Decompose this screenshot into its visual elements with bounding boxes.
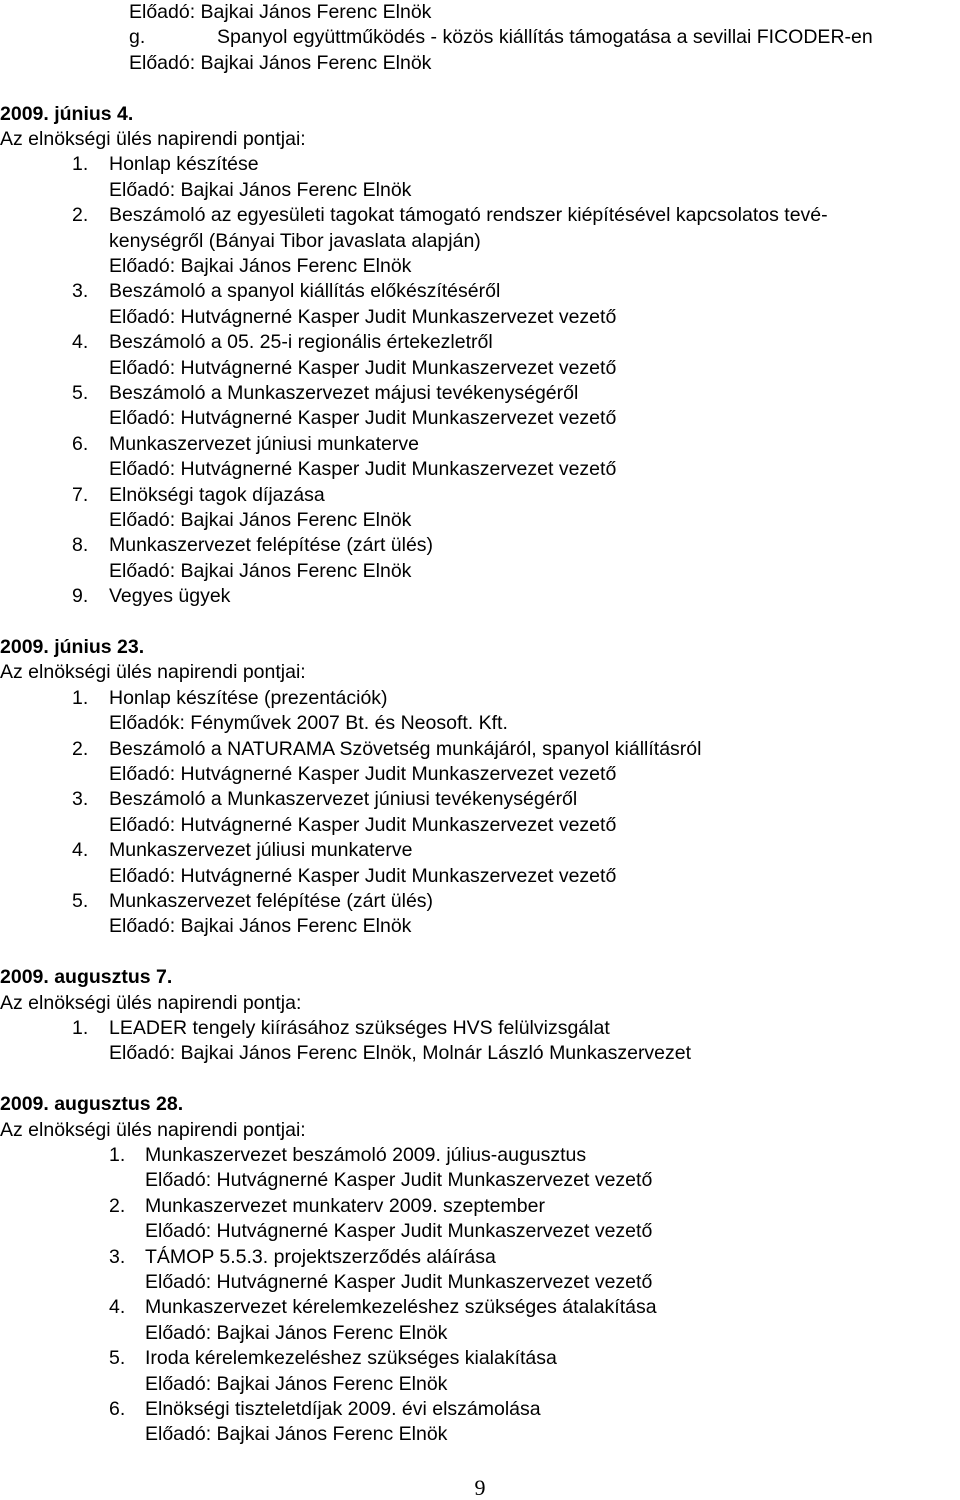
presenter-line: Előadó: Bajkai János Ferenc Elnök [109,255,412,277]
presenter-line: Előadó: Bajkai János Ferenc Elnök [129,51,432,74]
agenda-item-title: Elnökségi tiszteletdíjak 2009. évi elszámolása [145,1398,541,1420]
meeting-date: 2009. augusztus 7. [0,966,173,989]
agenda-item-title: Beszámoló a 05. 25-i regionális értekezletről [109,331,493,354]
agenda-item-number: 4. [72,331,89,354]
page-number: 9 [474,1475,486,1500]
agenda-item-title: Munkaszervezet felépítése (zárt ülés) [109,890,434,912]
presenter-line: Előadó: Bajkai János Ferenc Elnök [145,1423,448,1446]
agenda-item-title: LEADER tengely kiírásához szükséges HVS felülvizsgálat [109,1017,610,1039]
agenda-item-number: 3. [109,1245,126,1268]
agenda-heading: Az elnökségi ülés napirendi pontjai: [0,1118,306,1141]
agenda-item-title: kenységről (Bányai Tibor javaslata alapján) [109,229,481,252]
meeting-date: 2009. augusztus 28. [0,1093,184,1116]
agenda-item-number: 2. [72,204,89,227]
presenter-line: Előadó: Bajkai János Ferenc Elnök [109,178,412,201]
meeting-date: 2009. június 4. [0,102,134,125]
presenter-line: Előadó: Hutvágnerné Kasper Judit Munkaszervezet vezető [109,813,617,836]
agenda-item-title: Munkaszervezet júliusi munkaterve [109,839,413,862]
presenter-line: Előadó: Hutvágnerné Kasper Judit Munkaszervezet vezető [145,1271,653,1293]
agenda-item-title: Beszámoló a Munkaszervezet júniusi tevékenységéről [109,788,578,811]
agenda-item-number: 2. [109,1194,126,1217]
agenda-item-number: 1. [109,1144,126,1166]
presenter-line: Előadó: Bajkai János Ferenc Elnök [109,509,412,531]
agenda-item-number: 4. [72,839,89,862]
presenter-line: Előadó: Hutvágnerné Kasper Judit Munkaszervezet vezető [145,1220,653,1243]
agenda-item-title: Vegyes ügyek [109,585,231,608]
agenda-item-title: Honlap készítése (prezentációk) [109,686,388,709]
presenter-line: Előadó: Hutvágnerné Kasper Judit Munkaszervezet vezető [109,356,617,379]
presenter-line: Előadó: Hutvágnerné Kasper Judit Munkaszervezet vezető [109,407,617,430]
agenda-item-title: Spanyol együttműködés - közös kiállítás támogatása a sevillai FICODER-en [217,26,873,49]
presenter-line: Előadó: Hutvágnerné Kasper Judit Munkaszervezet vezető [145,1169,653,1192]
agenda-item-number: 1. [72,153,89,176]
agenda-item-title: Munkaszervezet beszámoló 2009. július-augusztus [145,1144,587,1166]
agenda-heading: Az elnökségi ülés napirendi pontja: [0,991,302,1014]
presenter-line: Előadó: Hutvágnerné Kasper Judit Munkaszervezet vezető [109,864,617,887]
presenter-line: Előadó: Hutvágnerné Kasper Judit Munkaszervezet vezető [109,305,617,328]
agenda-item-title: Elnökségi tagok díjazása [109,483,325,506]
agenda-item-title: TÁMOP 5.5.3. projektszerződés aláírása [145,1245,496,1268]
agenda-item-number: 9. [72,585,89,608]
agenda-item-number: 3. [72,788,89,811]
presenter-line: Előadó: Bajkai János Ferenc Elnök [145,1372,448,1395]
presenter-line: Előadó: Bajkai János Ferenc Elnök, Molnár László Munkaszervezet [109,1042,692,1065]
presenter-line: Előadó: Hutvágnerné Kasper Judit Munkaszervezet vezető [109,458,617,481]
presenter-line: Előadó: Hutvágnerné Kasper Judit Munkaszervezet vezető [109,763,617,785]
agenda-item-number: 4. [109,1296,126,1319]
presenter-line: Előadó: Bajkai János Ferenc Elnök [109,915,412,938]
agenda-item-number: 1. [72,686,89,709]
agenda-item-number: 7. [72,483,89,506]
agenda-item-title: Munkaszervezet kérelemkezeléshez szükséges átalakítása [145,1296,657,1319]
item-marker: g. [129,26,146,49]
presenter-line: Előadó: Bajkai János Ferenc Elnök [129,1,432,23]
agenda-item-title: Beszámoló a spanyol kiállítás előkészítéséről [109,280,501,303]
agenda-item-title: Munkaszervezet júniusi munkaterve [109,432,419,455]
presenter-line: Előadó: Bajkai János Ferenc Elnök [109,559,412,582]
agenda-item-title: Beszámoló a NATURAMA Szövetség munkájáról, spanyol kiállításról [109,737,702,760]
agenda-item-title: Munkaszervezet felépítése (zárt ülés) [109,534,434,557]
agenda-item-number: 8. [72,534,89,557]
meeting-date: 2009. június 23. [0,636,145,658]
agenda-item-number: 5. [109,1347,126,1370]
agenda-item-number: 6. [72,432,89,455]
agenda-item-number: 5. [72,382,89,404]
agenda-item-title: Iroda kérelemkezeléshez szükséges kialakítása [145,1347,557,1370]
agenda-item-title: Beszámoló az egyesületi tagokat támogató rendszer kiépítésével kapcsolatos tevé- [109,204,828,227]
agenda-heading: Az elnökségi ülés napirendi pontjai: [0,661,306,684]
agenda-item-title: Honlap készítése [109,153,259,176]
presenter-line: Előadók: Fényművek 2007 Bt. és Neosoft. Kft. [109,712,508,735]
agenda-item-title: Munkaszervezet munkaterv 2009. szeptember [145,1194,545,1217]
agenda-heading: Az elnökségi ülés napirendi pontjai: [0,128,306,150]
agenda-item-number: 1. [72,1017,89,1039]
agenda-item-number: 3. [72,280,89,303]
agenda-item-number: 5. [72,890,89,912]
presenter-line: Előadó: Bajkai János Ferenc Elnök [145,1321,448,1344]
agenda-item-title: Beszámoló a Munkaszervezet májusi tevékenységéről [109,382,579,404]
agenda-item-number: 2. [72,737,89,760]
agenda-item-number: 6. [109,1398,126,1420]
